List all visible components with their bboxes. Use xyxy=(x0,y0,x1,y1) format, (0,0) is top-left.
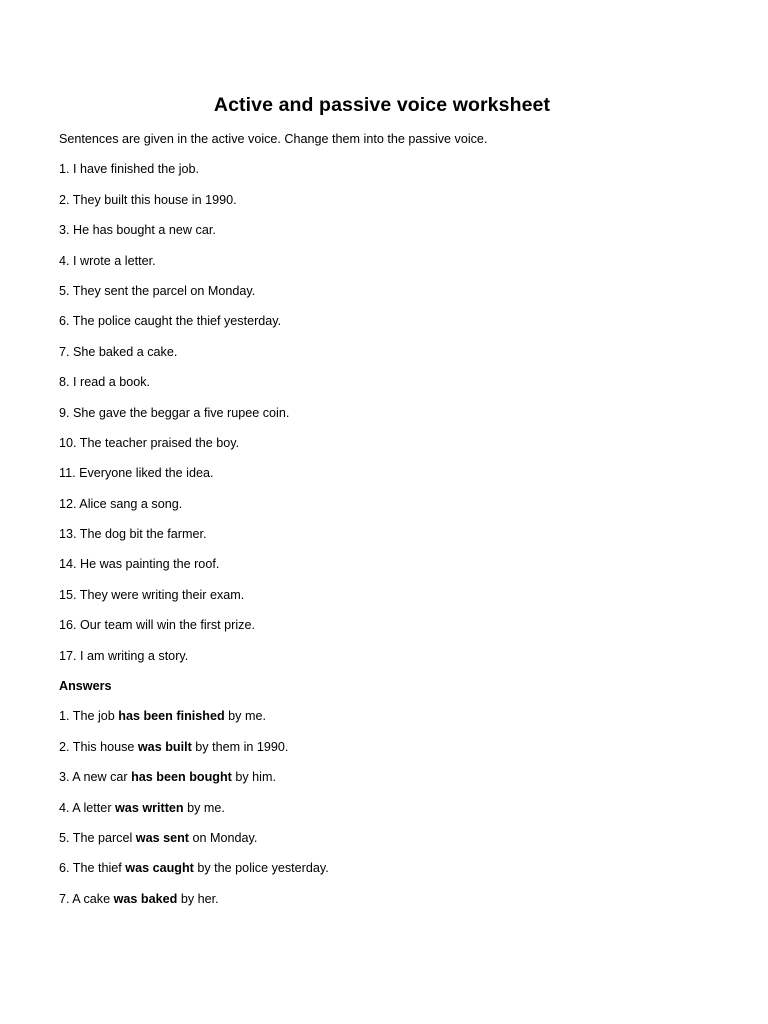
question-item: 7. She baked a cake. xyxy=(59,344,178,359)
question-item: 15. They were writing their exam. xyxy=(59,587,245,602)
answer-text: by me. xyxy=(224,709,266,724)
answer-text: on Monday. xyxy=(188,830,258,845)
question-item: 11. Everyone liked the idea. xyxy=(59,466,214,481)
question-item: 16. Our team will win the first prize. xyxy=(59,618,255,633)
answer-item xyxy=(59,798,739,818)
question-item: 14. He was painting the roof. xyxy=(59,557,220,572)
answer-text: 3. A new car xyxy=(59,770,132,785)
answer-passive-verb: was sent xyxy=(135,830,189,845)
question-item: 5. They sent the parcel on Monday. xyxy=(59,283,256,298)
question-item: 1. I have finished the job. xyxy=(59,162,200,177)
instructions: Sentences are given in the active voice. Change them into the passive voice. xyxy=(59,132,488,146)
answer-passive-verb: was caught xyxy=(125,861,194,876)
question-item: 9. She gave the beggar a five rupee coin. xyxy=(59,405,290,420)
answer-text: by me. xyxy=(183,800,225,815)
question-item: 2. They built this house in 1990. xyxy=(59,192,237,207)
question-item: 10. The teacher praised the boy. xyxy=(59,435,240,450)
answer-passive-verb: was baked xyxy=(113,891,178,906)
question-item: 17. I am writing a story. xyxy=(59,648,189,663)
answer-item xyxy=(59,889,739,909)
question-item: 6. The police caught the thief yesterday. xyxy=(59,314,282,329)
answer-text: 6. The thief xyxy=(59,861,126,876)
answer-text: 5. The parcel xyxy=(59,830,136,845)
answer-text: 4. A letter xyxy=(59,800,116,815)
answer-text: by them in 1990. xyxy=(191,739,289,754)
answer-text: 1. The job xyxy=(59,709,119,724)
answer-text: 7. A cake xyxy=(59,891,114,906)
answer-item xyxy=(59,858,739,878)
answer-passive-verb: has been finished xyxy=(118,709,225,724)
answer-item xyxy=(59,706,739,726)
answer-text: by the police yesterday. xyxy=(193,861,329,876)
answer-passive-verb: has been bought xyxy=(131,770,232,785)
worksheet-body xyxy=(59,129,739,919)
answer-item xyxy=(59,737,739,757)
answer-text: 2. This house xyxy=(59,739,138,754)
question-item: 12. Alice sang a song. xyxy=(59,496,183,511)
question-item: 13. The dog bit the farmer. xyxy=(59,527,207,542)
question-item: 8. I read a book. xyxy=(59,375,151,390)
answer-text: by him. xyxy=(231,770,276,785)
answer-list xyxy=(59,706,739,908)
answer-text: by her. xyxy=(177,891,219,906)
answers-heading: Answers xyxy=(59,679,112,694)
question-item: 3. He has bought a new car. xyxy=(59,223,216,238)
answer-item xyxy=(59,828,739,848)
question-list xyxy=(59,159,739,665)
question-item: 4. I wrote a letter. xyxy=(59,253,156,268)
page-title: Active and passive voice worksheet xyxy=(213,94,551,116)
answer-item xyxy=(59,767,739,787)
answer-passive-verb: was written xyxy=(115,800,184,815)
answer-passive-verb: was built xyxy=(137,739,192,754)
